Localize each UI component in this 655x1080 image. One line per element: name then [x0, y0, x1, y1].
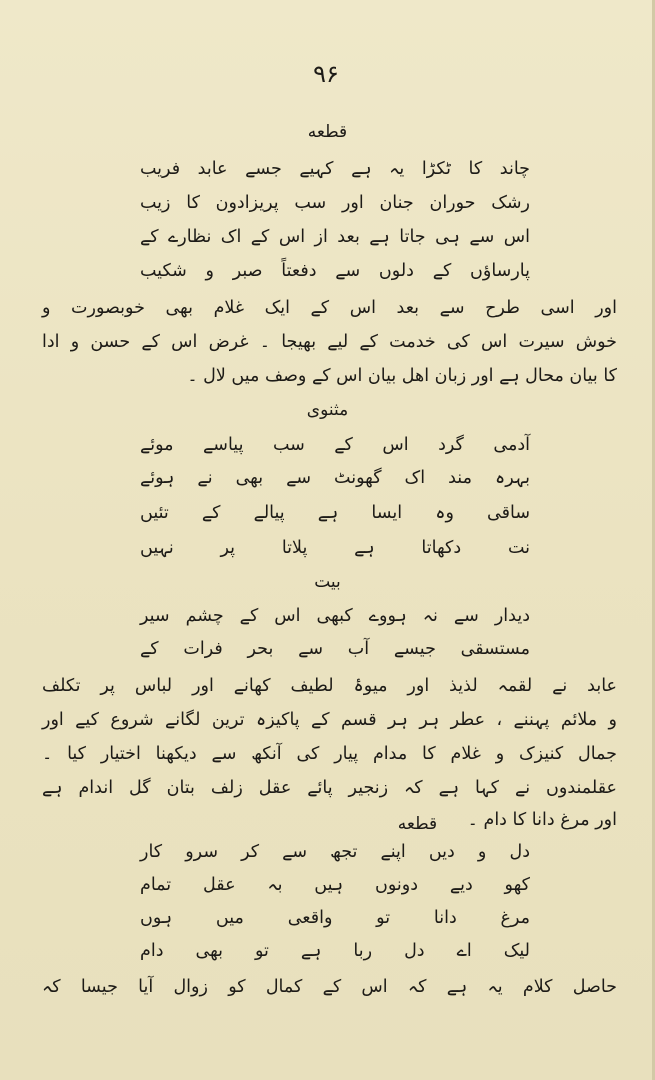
verse-line: مرغ دانا تو واقعی میں ہوں: [140, 908, 530, 928]
prose-line: کا بیان محال ہے اور زبان اھل بیان اس کے وصف میں لال ۔: [187, 366, 617, 386]
prose-line: اور اسی طرح سے بعد اس کے ایک غلام بھی خوبصورت و: [42, 298, 617, 318]
prose-line: جمال کنیزک و غلام کا مدام پیار کی آنکھ سے دیکھنا اختیار کیا ۔: [42, 744, 617, 764]
verse-line: دل و دیں اپنے تجھ سے کر سرو کار: [140, 842, 530, 862]
verse-line: آدمی گرد اس کے سب پیاسے موئے: [140, 435, 530, 455]
verse-line: چاند کا ٹکڑا یہ ہے کہیے جسے عابد فریب: [140, 159, 530, 179]
prose-line: خوش سیرت اس کی خدمت کے لیے بھیجا ۔ غرض اس کے حسن و ادا: [42, 332, 617, 352]
page-number: ۹۶: [313, 60, 339, 88]
verse-line: ساقی وہ ایسا ہے پیالے کے تئیں: [140, 503, 530, 523]
heading-qita: قطعه: [397, 814, 438, 834]
verse-line: پارساؤں کے دلوں سے دفعتاً صبر و شکیب: [140, 261, 530, 281]
prose-line: و ملائم پہننے ، عطر ہر ہر قسم کے پاکیزہ ترین لگانے شروع کیے اور: [42, 710, 617, 730]
verse-line: لیک اے دل ربا ہے تو بھی دام: [140, 941, 530, 961]
verse-line: بہرہ مند اک گھونٹ سے بھی نے ہوئے: [140, 468, 530, 488]
prose-line: اور مرغ دانا کا دام ۔: [467, 810, 617, 830]
verse-line: کھو دیے دونوں ہیں بہ عقل تمام: [140, 875, 530, 895]
verse-line: نت دکھاتا ہے پلاتا پر نہیں: [140, 538, 530, 558]
heading-qita: قطعه: [307, 122, 348, 142]
verse-line: مستسقی جیسے آب سے بحر فرات کے: [140, 639, 530, 659]
verse-line: دیدار سے نہ ہووے کبھی اس کے چشم سیر: [140, 606, 530, 626]
prose-line: عقلمندوں نے کہا ہے کہ زنجیر پائے عقل زلف بتان گل اندام ہے: [42, 778, 617, 798]
verse-line: رشک حوران جنان اور سب پریزادون کا زیب: [140, 193, 530, 213]
heading-masnavi: مثنوی: [306, 400, 349, 420]
prose-line: حاصل کلام یہ ہے کہ اس کے کمال کو زوال آیا جیسا کہ: [42, 977, 617, 997]
heading-bait: بیت: [314, 572, 341, 592]
verse-line: اس سے ہی جاتا ہے بعد از اس کے اک نظارے کے: [140, 227, 530, 247]
prose-line: عابد نے لقمہ لذیذ اور میوۂ لطیف کھانے اور لباس پر تکلف: [42, 676, 617, 696]
